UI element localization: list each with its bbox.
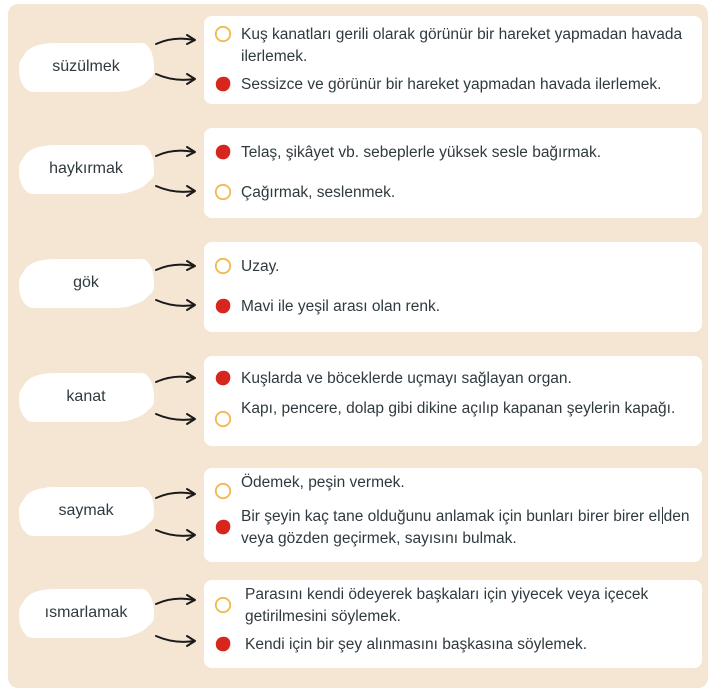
- word-bubble: [22, 44, 150, 90]
- options-card: [204, 128, 702, 218]
- option-text: Kuşlarda ve böceklerde uçmayı sağlayan organ.: [241, 370, 572, 387]
- option-2[interactable]: [214, 74, 694, 96]
- word-label: süzülmek: [52, 58, 120, 75]
- empty-yellow-circle-icon[interactable]: [214, 482, 232, 500]
- option-2[interactable]: [214, 182, 694, 204]
- filled-red-dot-icon[interactable]: [214, 518, 232, 536]
- option-text: Mavi ile yeşil arası olan renk.: [241, 298, 440, 315]
- option-text: Uzay.: [241, 258, 280, 275]
- curved-arrow-icon: [154, 30, 200, 50]
- option-text: Telaş, şikâyet vb. sebeplerle yüksek sesle bağırmak.: [241, 144, 602, 161]
- option-text-after-cursor: den veya gözden geçirmek, sayısını bulmak.: [241, 508, 690, 547]
- option-text: Ödemek, peşin vermek.: [241, 474, 405, 491]
- option-2[interactable]: [214, 506, 694, 550]
- options-card: [204, 242, 702, 332]
- empty-yellow-circle-icon[interactable]: [214, 257, 232, 275]
- option-text: Kendi için bir şey alınmasını başkasına söylemek.: [245, 636, 588, 653]
- word-bubble: [22, 488, 150, 534]
- option-2[interactable]: [214, 398, 694, 428]
- empty-yellow-circle-icon[interactable]: [214, 596, 232, 614]
- curved-arrow-icon: [154, 484, 200, 504]
- filled-red-dot-icon[interactable]: [214, 75, 232, 93]
- word-label: saymak: [58, 502, 114, 519]
- curved-arrow-icon: [154, 70, 200, 90]
- curved-arrow-icon: [154, 590, 200, 610]
- word-bubble: [22, 374, 150, 420]
- option-2[interactable]: [214, 296, 694, 318]
- filled-red-dot-icon[interactable]: [214, 143, 232, 161]
- curved-arrow-icon: [154, 142, 200, 162]
- option-2[interactable]: [214, 634, 694, 656]
- option-1[interactable]: [214, 584, 694, 628]
- filled-red-dot-icon[interactable]: [214, 635, 232, 653]
- option-text: Çağırmak, seslenmek.: [241, 184, 396, 201]
- word-bubble: [22, 590, 150, 636]
- curved-arrow-icon: [154, 368, 200, 388]
- word-label: gök: [73, 274, 99, 291]
- filled-red-dot-icon[interactable]: [214, 297, 232, 315]
- option-text: Kuş kanatları gerili olarak görünür bir hareket yapmadan havada ilerlemek.: [241, 26, 683, 65]
- option-1[interactable]: [214, 256, 694, 278]
- option-1[interactable]: [214, 472, 694, 500]
- option-text-before-cursor: Bir şeyin kaç tane olduğunu anlamak için bunları birer birer el: [241, 508, 661, 525]
- option-1[interactable]: [214, 142, 694, 164]
- word-bubble: [22, 260, 150, 306]
- option-text: Sessizce ve görünür bir hareket yapmadan havada ilerlemek.: [241, 76, 662, 93]
- text-cursor: [662, 507, 663, 524]
- options-card: [204, 580, 702, 668]
- option-1[interactable]: [214, 368, 694, 390]
- filled-red-dot-icon[interactable]: [214, 369, 232, 387]
- curved-arrow-icon: [154, 182, 200, 202]
- exercise-panel: [8, 4, 708, 688]
- curved-arrow-icon: [154, 296, 200, 316]
- empty-yellow-circle-icon[interactable]: [214, 183, 232, 201]
- curved-arrow-icon: [154, 256, 200, 276]
- option-text: Kapı, pencere, dolap gibi dikine açılıp kapanan şeylerin kapağı.: [241, 400, 676, 417]
- empty-yellow-circle-icon[interactable]: [214, 410, 232, 428]
- option-1[interactable]: [214, 24, 694, 68]
- options-card: [204, 356, 702, 446]
- word-bubble: [22, 146, 150, 192]
- word-label: haykırmak: [49, 160, 123, 177]
- empty-yellow-circle-icon[interactable]: [214, 25, 232, 43]
- curved-arrow-icon: [154, 632, 200, 652]
- option-text[interactable]: [241, 506, 694, 550]
- curved-arrow-icon: [154, 526, 200, 546]
- word-label: ısmarlamak: [44, 604, 128, 621]
- options-card: [204, 16, 702, 104]
- word-label: kanat: [66, 388, 106, 405]
- option-text: Parasını kendi ödeyerek başkaları için yiyecek veya içecek getirilmesini söylemek.: [245, 586, 649, 625]
- options-card: [204, 468, 702, 562]
- curved-arrow-icon: [154, 410, 200, 430]
